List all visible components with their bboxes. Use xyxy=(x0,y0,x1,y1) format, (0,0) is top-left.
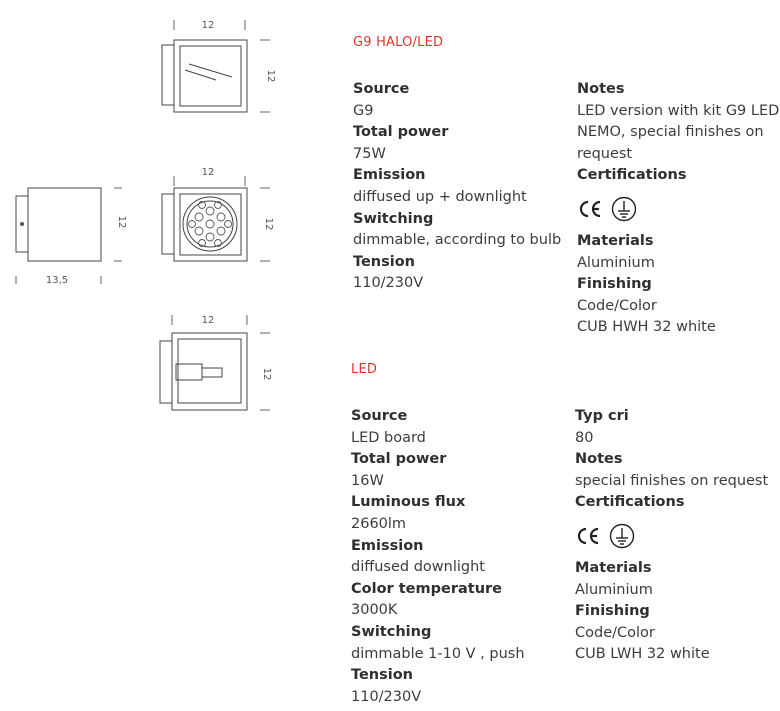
notes-value: special finishes on request xyxy=(575,472,769,489)
spec-value: dimmable, according to bulb xyxy=(353,232,562,249)
spec-label: Emission xyxy=(353,167,426,184)
materials-label: Materials xyxy=(575,559,652,576)
bottom-view-height-dim: 12 xyxy=(261,367,272,381)
ground-symbol-icon xyxy=(609,523,635,549)
certifications-label: Certifications xyxy=(577,167,687,184)
spec-value: LED board xyxy=(351,429,426,446)
certification-icons xyxy=(575,514,768,558)
g9-section-title: G9 HALO/LED xyxy=(353,35,444,50)
notes-line: NEMO, special finishes on xyxy=(577,124,764,141)
spec-label: Switching xyxy=(351,623,432,640)
bottom-view-width-dim: 12 xyxy=(201,315,215,326)
led-section-title: LED xyxy=(351,362,378,377)
cri-value: 80 xyxy=(575,429,594,446)
front-view-width-dim: 12 xyxy=(201,167,215,178)
materials-value: Aluminium xyxy=(577,254,655,271)
finishing-code-value: CUB HWH 32 white xyxy=(577,319,716,336)
side-view-height-dim: 12 xyxy=(116,215,127,229)
technical-drawings xyxy=(0,0,340,711)
spec-label: Total power xyxy=(353,124,449,141)
spec-value: 110/230V xyxy=(351,688,422,705)
spec-label: Source xyxy=(353,81,410,97)
materials-value: Aluminium xyxy=(575,581,653,598)
notes-label: Notes xyxy=(577,81,625,97)
spec-value: diffused downlight xyxy=(351,559,485,576)
spec-label: Emission xyxy=(351,537,424,554)
spec-value: 2660lm xyxy=(351,515,407,532)
notes-line: LED version with kit G9 LED xyxy=(577,102,780,119)
certification-icons xyxy=(577,187,779,231)
finishing-code-label: Code/Color xyxy=(575,624,655,641)
ce-mark-icon xyxy=(577,199,603,219)
materials-label: Materials xyxy=(577,232,654,249)
notes-label: Notes xyxy=(575,451,623,468)
spec-label: Tension xyxy=(353,253,416,270)
led-specs-right xyxy=(575,406,768,666)
spec-label: Switching xyxy=(353,210,434,227)
spec-value: G9 xyxy=(353,102,374,119)
side-view-width-dim: 13,5 xyxy=(45,275,69,286)
spec-label: Source xyxy=(351,408,408,424)
bottom-view-drawing xyxy=(160,315,272,410)
finishing-label: Finishing xyxy=(577,276,652,293)
ce-mark-icon xyxy=(575,526,601,546)
spec-label: Color temperature xyxy=(351,580,502,597)
ground-symbol-icon xyxy=(611,196,637,222)
spec-value: 75W xyxy=(353,145,386,162)
finishing-label: Finishing xyxy=(575,603,650,620)
spec-value: diffused up + downlight xyxy=(353,188,527,205)
cri-label: Typ cri xyxy=(575,408,629,424)
spec-value: 110/230V xyxy=(353,275,424,292)
top-view-drawing xyxy=(162,20,276,112)
certifications-label: Certifications xyxy=(575,494,685,511)
top-view-width-dim: 12 xyxy=(201,20,215,31)
notes-line: request xyxy=(577,145,633,162)
g9-specs-left xyxy=(353,79,561,295)
front-view-drawing xyxy=(162,167,274,261)
spec-label: Total power xyxy=(351,451,447,468)
front-view-height-dim: 12 xyxy=(263,217,274,231)
g9-specs-right xyxy=(577,79,779,339)
spec-value: dimmable 1-10 V , push xyxy=(351,645,525,662)
top-view-height-dim: 12 xyxy=(265,69,276,83)
finishing-code-value: CUB LWH 32 white xyxy=(575,646,710,663)
spec-label: Tension xyxy=(351,667,414,684)
finishing-code-label: Code/Color xyxy=(577,297,657,314)
spec-value: 3000K xyxy=(351,602,398,619)
spec-label: Luminous flux xyxy=(351,494,466,511)
side-view-drawing xyxy=(16,188,127,286)
led-specs-left xyxy=(351,406,525,708)
spec-value: 16W xyxy=(351,472,384,489)
